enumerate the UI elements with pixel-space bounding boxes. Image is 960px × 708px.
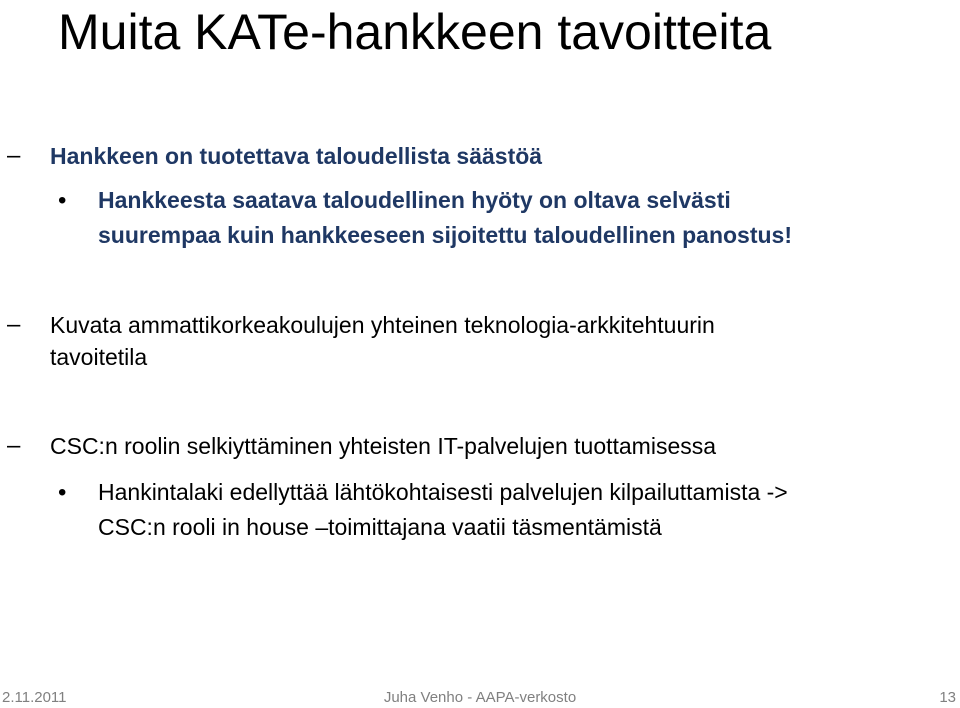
list-item-1-text: Hankkeen on tuotettava taloudellista säästöä: [50, 143, 543, 169]
dash-marker: –: [7, 142, 21, 169]
bullet-marker: •: [58, 187, 67, 214]
sub-item-1-line-1: Hankkeesta saatava taloudellinen hyöty on oltava selvästi: [98, 187, 731, 213]
sub-item-3-line-2: CSC:n rooli in house –toimittajana vaatii täsmentämistä: [98, 514, 662, 540]
page-number: 13: [939, 689, 956, 706]
list-item-2-line-1: Kuvata ammattikorkeakoulujen yhteinen teknologia-arkkitehtuurin: [50, 312, 715, 338]
sub-item-3: [0, 475, 945, 545]
list-item-1: [0, 140, 945, 172]
slide-title: Muita KATe-hankkeen tavoitteita: [58, 4, 772, 60]
sub-item-1-line-2: suurempaa kuin hankkeeseen sijoitettu taloudellinen panostus!: [98, 222, 792, 248]
list-item-3-text: CSC:n roolin selkiyttäminen yhteisten IT-palvelujen tuottamisessa: [50, 433, 717, 459]
dash-marker: –: [7, 432, 21, 459]
sub-item-1: [0, 183, 945, 253]
dash-marker: –: [7, 311, 21, 338]
list-item-2: [0, 309, 945, 373]
list-item-2-line-2: tavoitetila: [50, 344, 148, 370]
footer-author: Juha Venho - AAPA-verkosto: [383, 689, 577, 706]
bullet-marker: •: [58, 479, 67, 506]
sub-item-3-line-1: Hankintalaki edellyttää lähtökohtaisesti palvelujen kilpailuttamista ->: [98, 479, 788, 505]
footer-date: 2.11.2011: [2, 689, 67, 706]
list-item-3: [0, 430, 945, 462]
